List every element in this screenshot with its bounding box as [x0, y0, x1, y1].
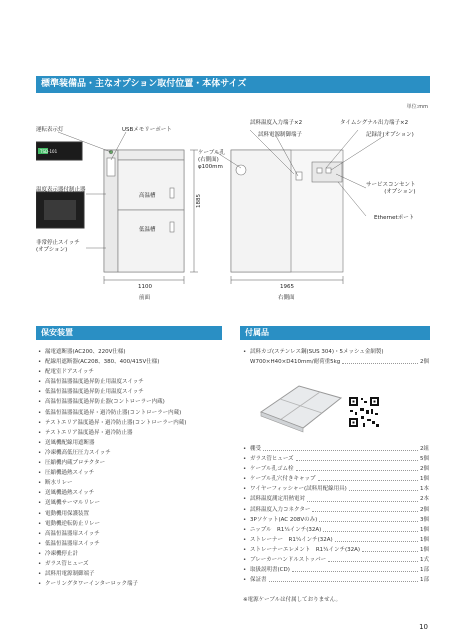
- ethernet-label: Ethernetポート: [374, 215, 415, 221]
- side-view: [231, 150, 343, 272]
- cable-port: [236, 165, 246, 175]
- diagram-svg: [36, 112, 430, 312]
- safety-item: • 試料用電源制御端子: [38, 569, 224, 579]
- accessories-title: 付属品: [245, 328, 269, 337]
- qr-code-image: [347, 395, 381, 429]
- leader-dots: [318, 474, 418, 481]
- power-cable-note: ※電源ケーブルは付属しておりません。: [243, 597, 341, 603]
- safety-item: • ガラス管ヒューズ: [38, 559, 224, 569]
- low-temp-door: [118, 210, 184, 272]
- basket-name: • 試料カゴ(ステンレス鋼(SUS 304)・5メッシュ金網製): [243, 347, 429, 357]
- accessory-qty: 1部: [420, 577, 429, 584]
- top-margin: [0, 0, 455, 48]
- leader-dots: [335, 535, 418, 542]
- accessory-qty: 1個: [420, 476, 429, 483]
- high-temp-chamber-label: 高温槽: [139, 193, 156, 199]
- accessory-item: [243, 515, 429, 525]
- front-top-panel: [118, 150, 184, 160]
- accessory-qty: 1本: [420, 486, 429, 493]
- accessory-qty: 1個: [420, 526, 429, 533]
- accessory-item: [243, 535, 429, 545]
- basket-spec-row: [243, 357, 429, 367]
- safety-item: • 配電室ドアスイッチ: [38, 367, 224, 377]
- basket-block: [243, 347, 429, 367]
- leader-dots: [296, 454, 418, 461]
- accessory-item: [243, 565, 429, 575]
- safety-item: • 断水リレー: [38, 478, 224, 488]
- accessory-item: [243, 444, 429, 454]
- controller-screen: [44, 200, 76, 220]
- timing-signal-label: タイムシグナル出力端子×2: [340, 120, 409, 126]
- height-dimension: 1885: [196, 194, 202, 208]
- safety-item: • 高温恒温器扉スイッチ: [38, 529, 224, 539]
- safety-item: • 低温恒温器温度過昇・過冷防止器(コントローラー内蔵): [38, 408, 224, 418]
- leader-dots: [349, 484, 418, 491]
- leader-dots: [307, 494, 418, 501]
- sample-power-control-label: 試料電源制御端子: [258, 132, 303, 138]
- safety-item: • クーリングタワーインターロック端子: [38, 579, 224, 589]
- safety-list: [38, 347, 224, 589]
- safety-item: • 送風機過熱スイッチ: [38, 488, 224, 498]
- accessories-list: [243, 444, 429, 585]
- leader-dots: [296, 464, 418, 471]
- accessory-name: • ケーブル孔穴付きキャップ: [250, 476, 316, 483]
- accessory-name: • 保証書: [250, 577, 267, 584]
- accessory-qty: 2本: [420, 496, 429, 503]
- side-width-dimension: 1965: [280, 284, 294, 290]
- leader-dots: [269, 575, 418, 582]
- safety-item: • 低温恒温器扉スイッチ: [38, 539, 224, 549]
- run-lamp-label: 運転表示灯: [36, 127, 64, 133]
- accessory-qty: 3個: [420, 516, 429, 523]
- safety-item: • 高温恒温器温度過昇防止器(コントローラー内蔵): [38, 397, 224, 407]
- leader-dots: [328, 555, 418, 562]
- leader-dots: [312, 505, 418, 512]
- safety-item: • テストエリア温度過昇・過冷防止器: [38, 428, 224, 438]
- accessory-qty: 5個: [420, 456, 429, 463]
- safety-header: [36, 326, 222, 340]
- safety-item: • 高温恒温器温度過昇防止用温度スイッチ: [38, 377, 224, 387]
- unit-label: 単位:mm: [406, 104, 428, 110]
- leader-dots: [323, 525, 418, 532]
- accessory-name: • 取扱説明書(CD): [250, 567, 290, 574]
- safety-item: • 圧縮機内蔵プロテクター: [38, 458, 224, 468]
- basket-spec: W700×H40×D410mm/耐荷重5kg: [250, 359, 341, 366]
- leader-dots: [292, 565, 418, 572]
- door-switch-label: 非常停止スイッチ (オプション): [36, 240, 80, 253]
- accessory-name: • 3Pソケット(AC 208Vのみ): [250, 516, 318, 523]
- safety-item: • テストエリア温度過昇・過冷防止器(コントローラー内蔵): [38, 418, 224, 428]
- low-temp-chamber-label: 低温槽: [139, 227, 156, 233]
- basket-dots: [342, 357, 418, 364]
- safety-item: • 送風機配線用遮断器: [38, 438, 224, 448]
- safety-item: • 冷凍機停止計: [38, 549, 224, 559]
- accessory-name: • 試料温度測定用熱電対: [250, 496, 306, 503]
- accessory-qty: 1個: [420, 546, 429, 553]
- service-outlet-label: サービスコンセント (オプション): [366, 182, 416, 195]
- recorder-slot: [317, 168, 322, 173]
- accessory-qty: 1部: [420, 567, 429, 574]
- safety-item: • 低温恒温器温度過昇防止用温度スイッチ: [38, 387, 224, 397]
- equipment-diagram: [36, 112, 430, 312]
- safety-item: • 送風機サーマルリレー: [38, 498, 224, 508]
- accessory-item: [243, 545, 429, 555]
- accessory-item: [243, 454, 429, 464]
- safety-item: • 冷凍機高低圧圧力スイッチ: [38, 448, 224, 458]
- section-title: 標準装備品・主なオプション取付位置・本体サイズ: [41, 79, 247, 89]
- sample-power-label: 試料温度入力端子×2: [250, 120, 303, 126]
- page-number: 10: [419, 623, 428, 631]
- accessory-name: • 棚受: [250, 446, 262, 452]
- accessory-name: • 試料温度入力コネクター: [250, 506, 311, 513]
- safety-title: 保安装置: [41, 328, 73, 337]
- accessory-name: • ストレーナー R1¼インチ(32A): [250, 536, 333, 543]
- recorder-label: 記録計(オプション): [366, 132, 414, 138]
- front-width-dimension: 1100: [138, 284, 152, 290]
- basket-qty: 2個: [420, 359, 429, 366]
- basket-image: [255, 378, 345, 434]
- accessory-item: [243, 464, 429, 474]
- door-handle-lower: [170, 222, 174, 232]
- accessories-header: [240, 326, 430, 340]
- accessory-name: • ケーブル孔ゴム栓: [250, 466, 294, 473]
- accessory-name: • ブレーカーハンドルストッパー: [250, 557, 327, 564]
- terminal-block: [296, 172, 302, 180]
- section-header-bar: [36, 76, 430, 93]
- usb-port-label: USBメモリーポート: [122, 127, 172, 133]
- side-view-caption: 右側面: [278, 295, 295, 301]
- high-temp-door: [118, 160, 184, 210]
- safety-item: • 電動機用保護装置: [38, 509, 224, 519]
- display-panel: [107, 158, 115, 176]
- accessory-qty: 2組: [420, 446, 429, 452]
- accessory-qty: 1個: [420, 536, 429, 543]
- leader-dots: [319, 515, 418, 522]
- accessory-item: [243, 494, 429, 504]
- accessory-item: [243, 555, 429, 565]
- accessory-item: [243, 474, 429, 484]
- temp-display-label: TSD-101: [40, 149, 58, 154]
- safety-item: • 配線用遮断器(AC208、380、400/415V仕様): [38, 357, 224, 367]
- accessory-name: • ストレーナーエレメント R1¼インチ(32A): [250, 546, 361, 553]
- accessory-item: [243, 484, 429, 494]
- accessory-name: • ニップル R1¼インチ(32A): [250, 526, 322, 533]
- front-view-caption: 前面: [139, 295, 151, 301]
- safety-item: • 電動機逆転防止リレー: [38, 519, 224, 529]
- accessory-name: • ワイヤーフィッシャー(試料用配線用具): [250, 486, 347, 493]
- safety-item: • 圧縮機過熱スイッチ: [38, 468, 224, 478]
- accessory-qty: 2個: [420, 466, 429, 473]
- accessory-item: [243, 575, 429, 585]
- door-handle-upper: [170, 188, 174, 198]
- safety-item: • 漏電遮断器(AC200、220V仕様): [38, 347, 224, 357]
- front-view: [104, 150, 184, 272]
- leader-dots: [263, 444, 418, 451]
- leader-dots: [362, 545, 418, 552]
- accessory-qty: 2個: [420, 506, 429, 513]
- accessory-qty: 1式: [420, 557, 429, 564]
- temp-controller-label: 温度表示器付制止器: [36, 187, 86, 193]
- side-dimensions: [231, 276, 343, 284]
- accessory-item: [243, 505, 429, 515]
- accessory-item: [243, 525, 429, 535]
- accessory-name: • ガラス管ヒューズ: [250, 456, 294, 463]
- outlet-slot: [326, 168, 331, 173]
- cable-port-label: ケーブル孔 (右側面) φ100mm: [198, 150, 226, 170]
